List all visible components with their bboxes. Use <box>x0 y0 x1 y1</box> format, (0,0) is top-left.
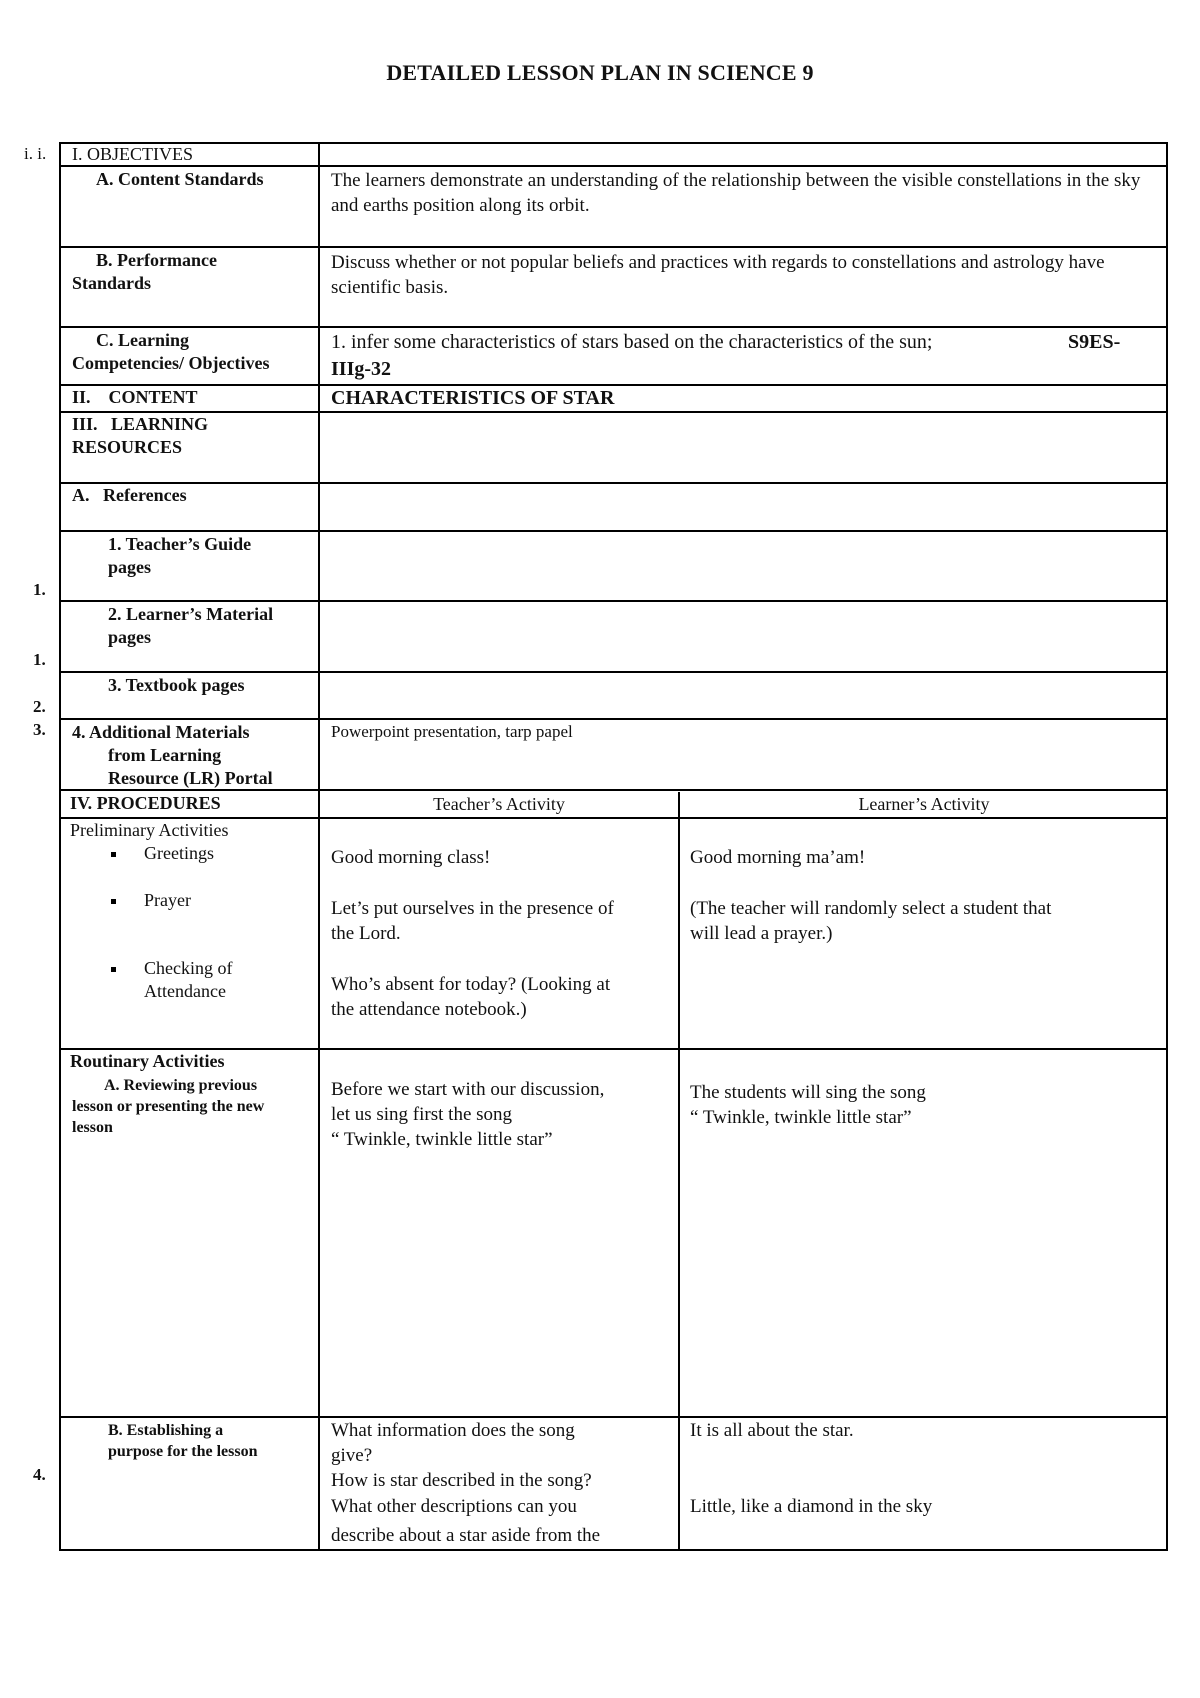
learner-prayer: (The teacher will randomly select a student that <box>690 898 1052 919</box>
additional-materials-label: Resource (LR) Portal <box>108 768 273 788</box>
row-divider <box>59 718 1168 720</box>
learning-resources-label: RESOURCES <box>72 437 183 457</box>
content-label: II. CONTENT <box>72 387 198 407</box>
column-divider <box>318 142 320 1551</box>
objectives-heading: I. OBJECTIVES <box>72 144 193 164</box>
margin-mark: 3. <box>33 720 46 739</box>
teacher-purpose: describe about a star aside from the <box>331 1525 601 1546</box>
margin-mark: 1. <box>33 650 46 669</box>
additional-materials-label: 4. Additional Materials <box>72 722 250 742</box>
margin-mark: 1. <box>33 580 46 599</box>
learner-routinary: The students will sing the song <box>690 1082 926 1103</box>
reviewing-lesson-label: lesson <box>72 1119 113 1136</box>
learner-purpose: Little, like a diamond in the sky <box>690 1496 933 1517</box>
competency-code: IIIg-32 <box>331 358 392 380</box>
teacher-attendance: Who’s absent for today? (Looking at <box>331 974 611 995</box>
competency-code: S9ES- <box>1068 331 1121 353</box>
references-label: A. References <box>72 485 187 505</box>
routinary-label: Routinary Activities <box>70 1051 225 1071</box>
document-title: DETAILED LESSON PLAN IN SCIENCE 9 <box>386 60 814 85</box>
teacher-purpose: What other descriptions can you <box>331 1496 577 1517</box>
row-divider <box>59 246 1168 248</box>
additional-materials-text: Powerpoint presentation, tarp papel <box>331 722 573 741</box>
learners-material-label: pages <box>108 627 152 647</box>
row-divider <box>59 326 1168 328</box>
performance-standards-label: B. Performance <box>96 250 217 270</box>
teacher-prayer: the Lord. <box>331 923 401 944</box>
learner-activity-header: Learner’s Activity <box>858 794 990 814</box>
learning-resources-label: III. LEARNING <box>72 414 209 434</box>
performance-standards-text: Discuss whether or not popular beliefs and practices with regards to constellations and astrology have scientific basis. <box>331 252 1105 298</box>
row-divider <box>59 1416 1168 1418</box>
learner-purpose: It is all about the star. <box>690 1420 854 1441</box>
prayer-item: Prayer <box>144 890 191 910</box>
learner-prayer: will lead a prayer.) <box>690 923 833 944</box>
row-divider <box>59 671 1168 673</box>
teacher-routinary: Before we start with our discussion, <box>331 1079 605 1100</box>
teacher-purpose: give? <box>331 1445 373 1466</box>
row-divider <box>59 1048 1168 1050</box>
column-divider <box>678 792 680 1551</box>
teachers-guide-label: pages <box>108 557 152 577</box>
reviewing-lesson-label: A. Reviewing previous <box>104 1077 258 1094</box>
attendance-item: Attendance <box>144 981 226 1001</box>
reviewing-lesson-label: lesson or presenting the new <box>72 1098 265 1115</box>
teacher-purpose: How is star described in the song? <box>331 1470 592 1491</box>
learner-greeting: Good morning ma’am! <box>690 847 866 868</box>
margin-mark: 2. <box>33 697 46 716</box>
learner-routinary: “ Twinkle, twinkle little star” <box>690 1107 912 1128</box>
row-divider <box>59 600 1168 602</box>
teachers-guide-label: 1. Teacher’s Guide <box>108 534 252 554</box>
bullet-icon <box>111 967 116 972</box>
additional-materials-label: from Learning <box>108 745 222 765</box>
content-standards-label: A. Content Standards <box>96 169 264 189</box>
attendance-item: Checking of <box>144 958 233 978</box>
teacher-greeting: Good morning class! <box>331 847 491 868</box>
teacher-activity-header: Teacher’s Activity <box>433 794 565 814</box>
bullet-icon <box>111 852 116 857</box>
procedures-heading: IV. PROCEDURES <box>70 793 221 813</box>
performance-standards-label: Standards <box>72 273 152 293</box>
teacher-routinary: let us sing first the song <box>331 1104 513 1125</box>
teacher-purpose: What information does the song <box>331 1420 575 1441</box>
teacher-attendance: the attendance notebook.) <box>331 999 527 1020</box>
greetings-item: Greetings <box>144 843 214 863</box>
textbook-pages-label: 3. Textbook pages <box>108 675 245 695</box>
teacher-prayer: Let’s put ourselves in the presence of <box>331 898 614 919</box>
margin-mark: 4. <box>33 1465 46 1484</box>
establishing-purpose-label: purpose for the lesson <box>108 1443 258 1460</box>
margin-mark: i. i. <box>24 144 47 163</box>
row-divider <box>59 482 1168 484</box>
preliminary-label: Preliminary Activities <box>70 820 229 840</box>
learners-material-label: 2. Learner’s Material <box>108 604 274 624</box>
row-divider <box>59 530 1168 532</box>
establishing-purpose-label: B. Establishing a <box>108 1422 224 1439</box>
row-divider <box>59 165 1168 167</box>
learning-competencies-text: 1. infer some characteristics of stars based on the characteristics of the sun; <box>331 331 933 353</box>
learning-competencies-label: C. Learning <box>96 330 190 350</box>
bullet-icon <box>111 899 116 904</box>
content-text: CHARACTERISTICS OF STAR <box>331 387 615 409</box>
content-standards-text: The learners demonstrate an understanding of the relationship between the visible constellations in the sky and earths position along its orbit. <box>331 170 1141 216</box>
learning-competencies-label: Competencies/ Objectives <box>72 353 270 373</box>
teacher-routinary: “ Twinkle, twinkle little star” <box>331 1129 553 1150</box>
